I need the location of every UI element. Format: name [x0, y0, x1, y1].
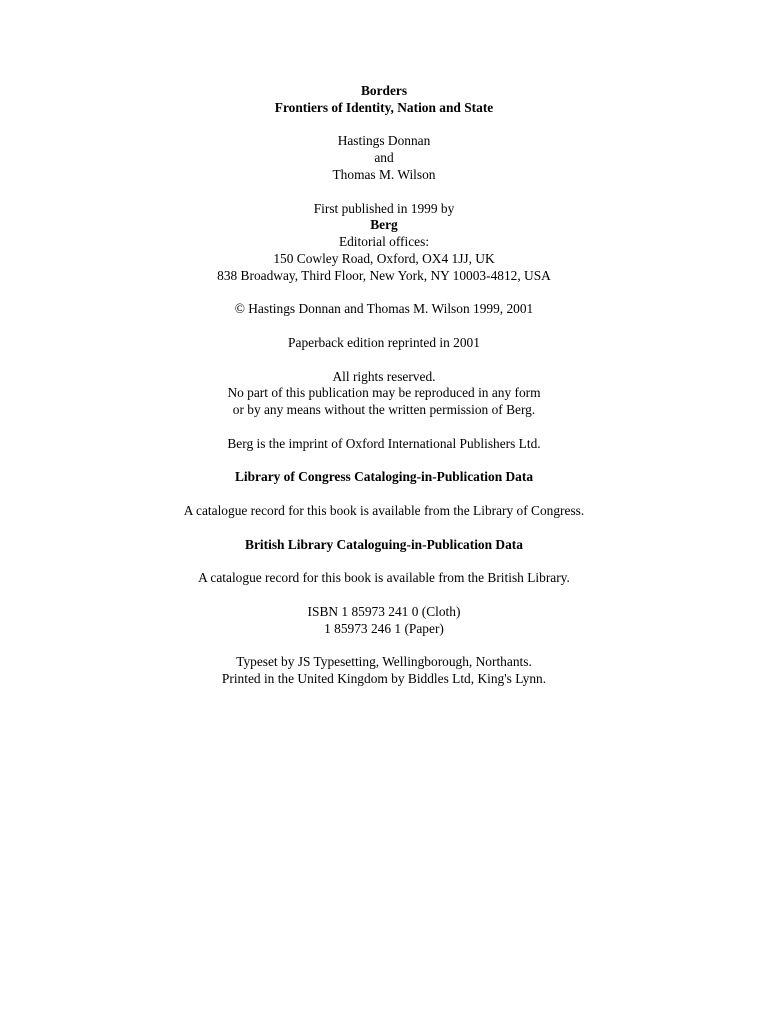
- spacer: [0, 117, 768, 134]
- reprint-notice: Paperback edition reprinted in 2001: [288, 334, 480, 350]
- spacer: [0, 419, 768, 436]
- spacer: [0, 318, 768, 335]
- rights-line-2: or by any means without the written permission of Berg.: [232, 402, 536, 418]
- isbn-cloth: ISBN 1 85973 241 0 (Cloth): [307, 603, 461, 619]
- typeset-line: Typeset by JS Typesetting, Wellingborough, Northants.: [236, 654, 532, 670]
- first-published-line: First published in 1999 by: [313, 200, 455, 216]
- spacer: [0, 184, 768, 201]
- spacer: [0, 352, 768, 369]
- spacer: [0, 285, 768, 302]
- copyright-notice: © Hastings Donnan and Thomas M. Wilson 1999, 2001: [234, 301, 534, 317]
- spacer: [0, 553, 768, 570]
- bl-heading: British Library Cataloguing-in-Publication Data: [245, 536, 523, 552]
- loc-text: A catalogue record for this book is available from the Library of Congress.: [183, 502, 585, 518]
- spacer: [0, 587, 768, 604]
- book-subtitle: Frontiers of Identity, Nation and State: [274, 99, 494, 115]
- loc-heading: Library of Congress Cataloging-in-Publication Data: [234, 469, 534, 485]
- copyright-page: [0, 83, 768, 688]
- publisher-name: Berg: [370, 217, 398, 233]
- address-uk: 150 Cowley Road, Oxford, OX4 1JJ, UK: [273, 250, 495, 266]
- isbn-paper: 1 85973 246 1 (Paper): [324, 620, 444, 636]
- rights-reserved: All rights reserved.: [332, 368, 436, 384]
- book-title: Borders: [360, 83, 408, 98]
- author-first: Hastings Donnan: [337, 133, 431, 149]
- printed-line: Printed in the United Kingdom by Biddles Ltd, King's Lynn.: [221, 670, 547, 686]
- imprint-notice: Berg is the imprint of Oxford International Publishers Ltd.: [227, 435, 541, 451]
- author-second: Thomas M. Wilson: [332, 166, 436, 182]
- bl-text: A catalogue record for this book is available from the British Library.: [198, 570, 570, 586]
- spacer: [0, 520, 768, 537]
- author-conjunction: and: [374, 150, 394, 166]
- spacer: [0, 637, 768, 654]
- rights-line-1: No part of this publication may be reproduced in any form: [227, 385, 541, 401]
- address-us: 838 Broadway, Third Floor, New York, NY 10003-4812, USA: [217, 267, 551, 283]
- spacer: [0, 453, 768, 470]
- editorial-offices-label: Editorial offices:: [338, 234, 430, 250]
- spacer: [0, 486, 768, 503]
